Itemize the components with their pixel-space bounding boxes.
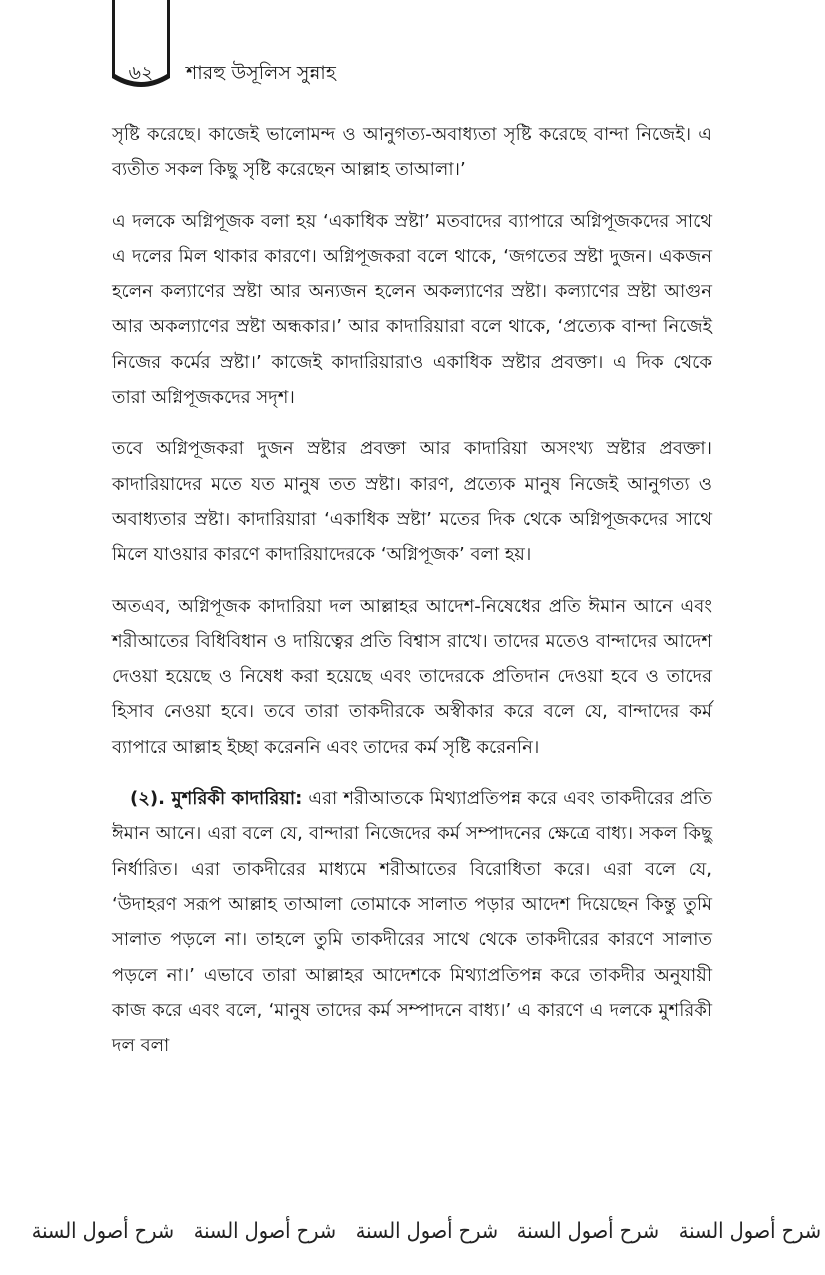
section-heading-mushriki-qadariya: (২). মুশরিকী কাদারিয়া: — [130, 788, 303, 810]
paragraph-1 — [112, 117, 712, 188]
paragraph-5-text: এরা শরীআতকে মিথ্যাপ্রতিপন্ন করে এবং তাকদীরের প্রতি ঈমান আনে। এরা বলে যে, বান্দারা নিজেদের কর্ম সম্পাদনের ক্ষেত্রে বাধ্য। সকল কিছু নির্ধারিত। এরা তাকদীরের মাধ্যমে শরীআতের বিরোধিতা করে। এরা বলে যে, ‘উদাহরণ সরূপ আল্লাহ তাআলা তোমাকে সালাত পড়ার আদেশ দিয়েছেন কিন্তু তুমি সালাত পড়লে না। তাহলে তুমি তাকদীরের সাথে থেকে তাকদীরের কারণে সালাত পড়লে না।’ এভাবে তারা আল্লাহর আদেশকে মিথ্যাপ্রতিপন্ন করে তাকদীর অনুযায়ী কাজ করে এবং বলে, ‘মানুষ তাদের কর্ম সম্পাদনে বাধ্য।’ এ কারণে এ দলকে মুশরিকী দল বলা — [112, 788, 712, 1057]
footer-ornament-2: شرح أصول السنة — [193, 1219, 336, 1244]
paragraph-3-text: তবে অগ্নিপূজকরা দুজন স্রষ্টার প্রবক্তা আর কাদারিয়া অসংখ্য স্রষ্টার প্রবক্তা। কাদারিয়াদের মতে যত মানুষ তত স্রষ্টা। কারণ, প্রত্যেক মানুষ নিজেই আনুগত্য ও অবাধ্যতার স্রষ্টা। কাদারিয়ারা ‘একাধিক স্রষ্টা’ মতের দিক থেকে অগ্নিপূজকদের সাথে মিলে যাওয়ার কারণে কাদারিয়াদেরকে ‘অগ্নিপূজক’ বলা হয়। — [112, 438, 712, 566]
paragraph-5 — [112, 781, 712, 1063]
footer-ornament-band — [22, 1212, 822, 1252]
body-text — [112, 117, 712, 1079]
paragraph-1-text: সৃষ্টি করেছে। কাজেই ভালোমন্দ ও আনুগত্য-অবাধ্যতা সৃষ্টি করেছে বান্দা নিজেই। এ ব্যতীত সকল কিছু সৃষ্টি করেছেন আল্লাহ তাআলা।’ — [112, 124, 712, 181]
page-number: ৬২ — [128, 62, 154, 84]
paragraph-4-text: অতএব, অগ্নিপূজক কাদারিয়া দল আল্লাহর আদেশ-নিষেধের প্রতি ঈমান আনে এবং শরীআতের বিধিবিধান ও দায়িত্বের প্রতি বিশ্বাস রাখে। তাদের মতেও বান্দাদের আদেশ দেওয়া হয়েছে ও নিষেধ করা হয়েছে এবং তাদেরকে প্রতিদান দেওয়া হবে ও তাদের হিসাব নেওয়া হবে। তবে তারা তাকদীরকে অস্বীকার করে বলে যে, বান্দাদের কর্ম ব্যাপারে আল্লাহ ইচ্ছা করেননি এবং তাদের কর্ম সৃষ্টি করেননি। — [112, 595, 712, 758]
footer-ornament-4: شرح أصول السنة — [517, 1219, 660, 1244]
footer-ornament-3: شرح أصول السنة — [355, 1219, 498, 1244]
page-header — [0, 0, 825, 110]
paragraph-4 — [112, 589, 712, 765]
paragraph-2 — [112, 204, 712, 416]
footer-ornament-5: شرح أصول السنة — [678, 1219, 822, 1244]
paragraph-3 — [112, 431, 712, 572]
paragraph-2-text: এ দলকে অগ্নিপূজক বলা হয় ‘একাধিক স্রষ্টা’ মতবাদের ব্যাপারে অগ্নিপূজকদের সাথে এ দলের মিল থাকার কারণে। অগ্নিপূজকরা বলে থাকে, ‘জগতের স্রষ্টা দুজন। একজন হলেন কল্যাণের স্রষ্টা আর অন্যজন হলেন অকল্যাণের স্রষ্টা। কল্যাণের স্রষ্টা আগুন আর অকল্যাণের স্রষ্টা অন্ধকার।’ আর কাদারিয়ারা বলে থাকে, ‘প্রত্যেক বান্দা নিজেই নিজের কর্মের স্রষ্টা।’ কাজেই কাদারিয়ারাও একাধিক স্রষ্টার প্রবক্তা। এ দিক থেকে তারা অগ্নিপূজকদের সদৃশ। — [112, 210, 712, 409]
footer-ornament-1: شرح أصول السنة — [31, 1219, 175, 1244]
running-title: শারহু উসূলিস সুন্নাহ — [186, 62, 336, 84]
page-tab-ornament — [112, 0, 170, 104]
